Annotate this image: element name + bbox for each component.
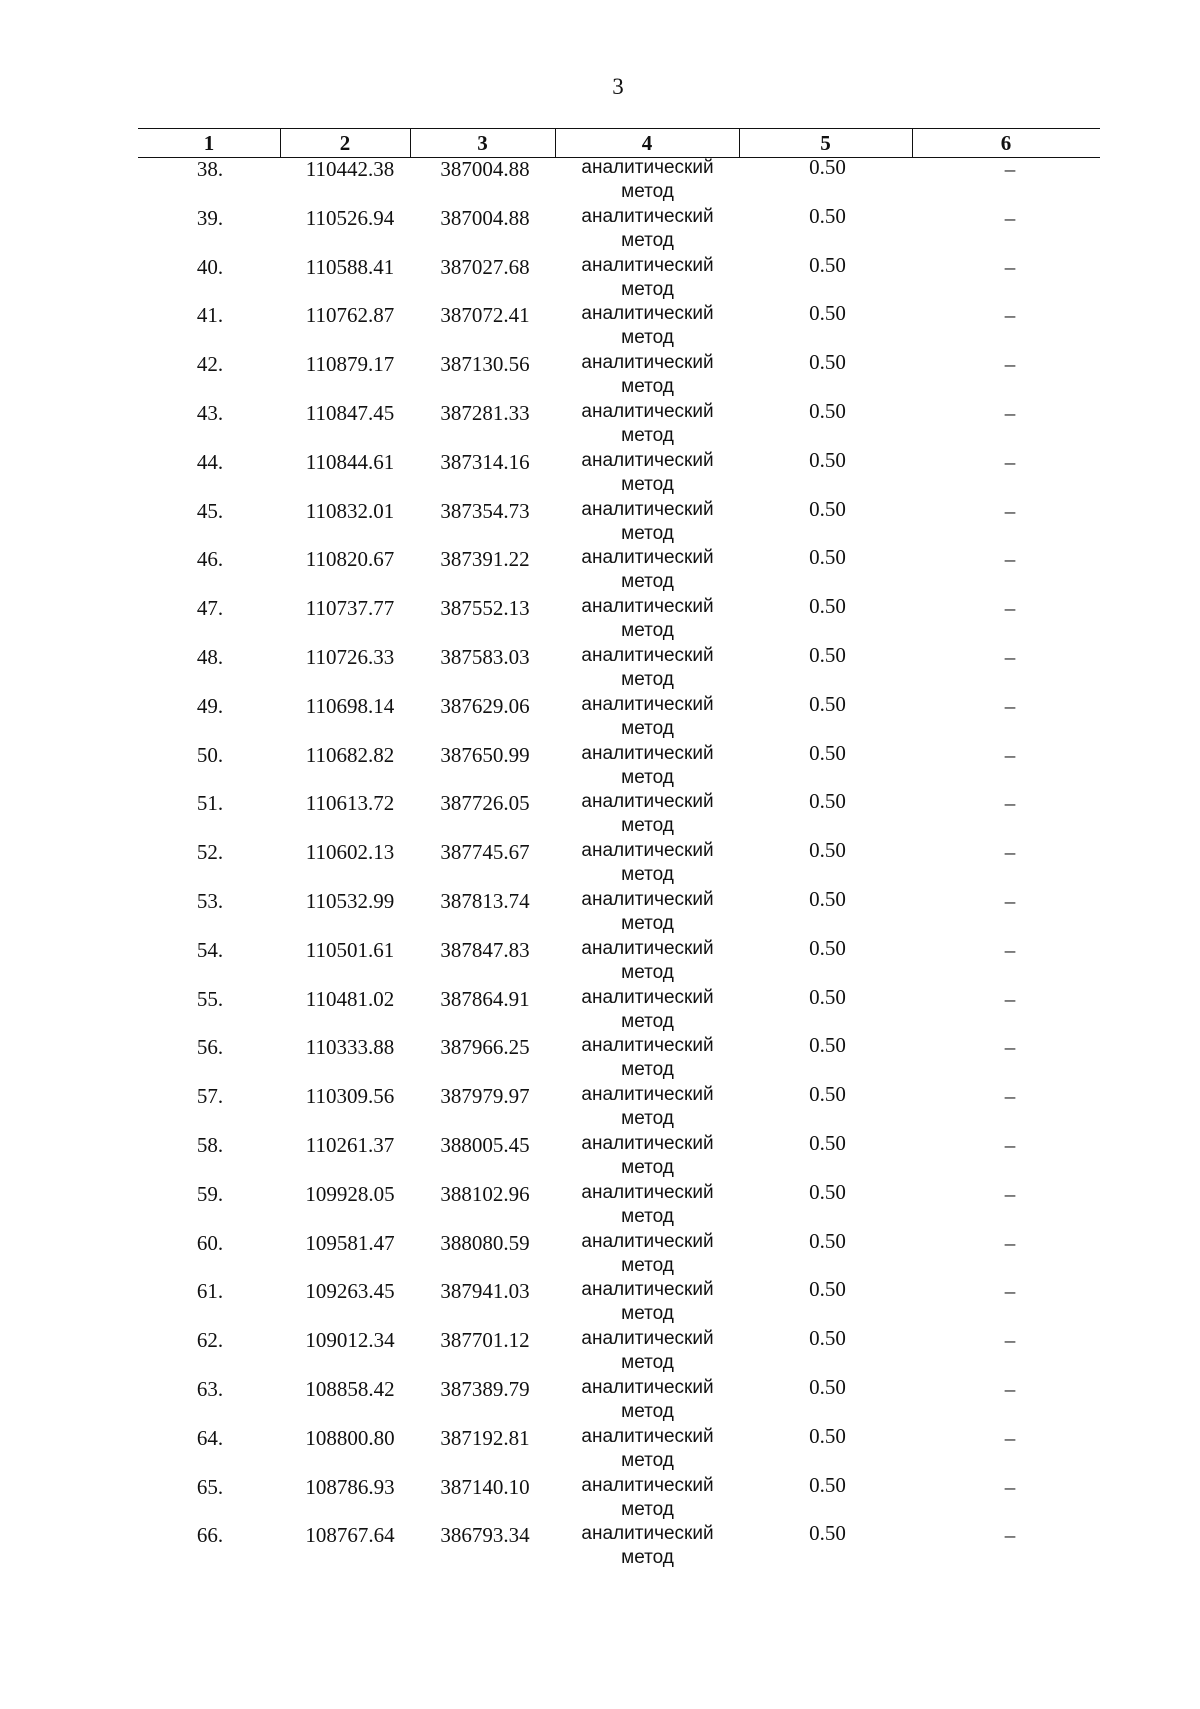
x-coordinate: 108786.93: [305, 1474, 395, 1499]
method-cell: [560, 302, 735, 350]
accuracy-value: 0.50: [809, 1521, 846, 1546]
row-number: 51.: [196, 791, 224, 816]
method-line-2: метод: [621, 961, 674, 983]
accuracy-value: 0.50: [809, 1374, 846, 1399]
method-line-2: метод: [621, 1498, 674, 1520]
note-dash: –: [1004, 1376, 1016, 1401]
method-line-2: метод: [621, 1449, 674, 1471]
row-number: 46.: [196, 547, 224, 572]
row-number: 42.: [196, 352, 224, 377]
y-coordinate: 387745.67: [440, 840, 530, 865]
table-row: [0, 156, 1200, 205]
accuracy-value: 0.50: [809, 594, 846, 619]
method-line-1: аналитический: [581, 1181, 714, 1203]
note-dash: –: [1004, 1474, 1016, 1499]
method-line-1: аналитический: [581, 791, 714, 813]
x-coordinate: 110698.14: [305, 693, 395, 718]
accuracy-value: 0.50: [809, 545, 846, 570]
table-row: [0, 205, 1200, 254]
accuracy-value: 0.50: [809, 886, 846, 911]
method-cell: [560, 742, 735, 790]
method-cell: [560, 1230, 735, 1278]
method-line-1: аналитический: [581, 644, 714, 666]
table-row: [0, 546, 1200, 595]
method-line-1: аналитический: [581, 449, 714, 471]
method-line-2: метод: [621, 912, 674, 934]
y-coordinate: 387966.25: [440, 1035, 530, 1060]
row-number: 53.: [196, 888, 224, 913]
method-line-2: метод: [621, 1547, 674, 1569]
y-coordinate: 387583.03: [440, 644, 530, 669]
header-cell-4: 4: [641, 131, 653, 155]
accuracy-value: 0.50: [809, 1326, 846, 1351]
method-line-1: аналитический: [581, 937, 714, 959]
note-dash: –: [1004, 1230, 1016, 1255]
method-line-1: аналитический: [581, 742, 714, 764]
note-dash: –: [1004, 1279, 1016, 1304]
x-coordinate: 110737.77: [305, 596, 395, 621]
note-dash: –: [1004, 1132, 1016, 1157]
row-number: 56.: [196, 1035, 224, 1060]
row-number: 41.: [196, 303, 224, 328]
y-coordinate: 388080.59: [440, 1230, 530, 1255]
table-row: [0, 1425, 1200, 1474]
table-row: [0, 1181, 1200, 1230]
method-cell: [560, 888, 735, 936]
y-coordinate: 387391.22: [440, 547, 530, 572]
accuracy-value: 0.50: [809, 1472, 846, 1497]
table-row: [0, 400, 1200, 449]
method-line-2: метод: [621, 376, 674, 398]
method-line-2: метод: [621, 522, 674, 544]
y-coordinate: 387281.33: [440, 400, 530, 425]
method-line-2: метод: [621, 1010, 674, 1032]
method-line-1: аналитический: [581, 1279, 714, 1301]
table-row: [0, 1132, 1200, 1181]
note-dash: –: [1004, 352, 1016, 377]
note-dash: –: [1004, 644, 1016, 669]
accuracy-value: 0.50: [809, 1277, 846, 1302]
x-coordinate: 110844.61: [305, 449, 395, 474]
note-dash: –: [1004, 1523, 1016, 1548]
accuracy-value: 0.50: [809, 301, 846, 326]
x-coordinate: 110847.45: [305, 400, 395, 425]
x-coordinate: 110526.94: [305, 205, 395, 230]
row-number: 45.: [196, 498, 224, 523]
x-coordinate: 110532.99: [305, 888, 395, 913]
method-line-2: метод: [621, 1400, 674, 1422]
row-number: 52.: [196, 840, 224, 865]
row-number: 64.: [196, 1425, 224, 1450]
y-coordinate: 387140.10: [440, 1474, 530, 1499]
header-cell-5: 5: [820, 131, 831, 155]
note-dash: –: [1004, 400, 1016, 425]
method-line-1: аналитический: [581, 1084, 714, 1106]
method-line-1: аналитический: [581, 986, 714, 1008]
method-line-2: метод: [621, 571, 674, 593]
row-number: 66.: [196, 1523, 224, 1548]
table-row: [0, 644, 1200, 693]
method-line-1: аналитический: [581, 888, 714, 910]
row-number: 54.: [196, 937, 224, 962]
method-line-2: метод: [621, 473, 674, 495]
method-cell: [560, 1327, 735, 1375]
table-row: [0, 1376, 1200, 1425]
table-row: [0, 351, 1200, 400]
method-cell: [560, 1376, 735, 1424]
row-number: 55.: [196, 986, 224, 1011]
method-cell: [560, 1083, 735, 1131]
x-coordinate: 109928.05: [305, 1181, 395, 1206]
note-dash: –: [1004, 986, 1016, 1011]
method-cell: [560, 498, 735, 546]
y-coordinate: 387941.03: [440, 1279, 530, 1304]
row-number: 39.: [196, 205, 224, 230]
accuracy-value: 0.50: [809, 1082, 846, 1107]
note-dash: –: [1004, 157, 1016, 181]
x-coordinate: 109012.34: [305, 1328, 395, 1353]
row-number: 44.: [196, 449, 224, 474]
row-number: 59.: [196, 1181, 224, 1206]
method-cell: [560, 546, 735, 594]
y-coordinate: 387314.16: [440, 449, 530, 474]
accuracy-value: 0.50: [809, 496, 846, 521]
table-body: [0, 156, 1200, 1571]
x-coordinate: 109263.45: [305, 1279, 395, 1304]
note-dash: –: [1004, 840, 1016, 865]
note-dash: –: [1004, 596, 1016, 621]
method-line-2: метод: [621, 668, 674, 690]
table-row: [0, 1230, 1200, 1279]
accuracy-value: 0.50: [809, 1130, 846, 1155]
note-dash: –: [1004, 205, 1016, 230]
table-row: [0, 449, 1200, 498]
y-coordinate: 387354.73: [440, 498, 530, 523]
table-row: [0, 1083, 1200, 1132]
y-coordinate: 387130.56: [440, 352, 530, 377]
note-dash: –: [1004, 1425, 1016, 1450]
accuracy-value: 0.50: [809, 838, 846, 863]
accuracy-value: 0.50: [809, 1179, 846, 1204]
method-cell: [560, 351, 735, 399]
table-row: [0, 302, 1200, 351]
x-coordinate: 110442.38: [305, 157, 395, 181]
method-line-2: метод: [621, 181, 674, 202]
x-coordinate: 110333.88: [305, 1035, 395, 1060]
note-dash: –: [1004, 498, 1016, 523]
row-number: 63.: [196, 1376, 224, 1401]
y-coordinate: 387650.99: [440, 742, 530, 767]
method-line-1: аналитический: [581, 205, 714, 227]
y-coordinate: 387979.97: [440, 1084, 530, 1109]
method-line-1: аналитический: [581, 1425, 714, 1447]
table-row: [0, 1474, 1200, 1523]
method-cell: [560, 400, 735, 448]
method-cell: [560, 156, 735, 204]
row-number: 61.: [196, 1279, 224, 1304]
table-row: [0, 1034, 1200, 1083]
accuracy-value: 0.50: [809, 740, 846, 765]
x-coordinate: 110613.72: [305, 791, 395, 816]
method-cell: [560, 1278, 735, 1326]
note-dash: –: [1004, 547, 1016, 572]
y-coordinate: 387864.91: [440, 986, 530, 1011]
table-row: [0, 1278, 1200, 1327]
accuracy-value: 0.50: [809, 447, 846, 472]
table-row: [0, 693, 1200, 742]
row-number: 50.: [196, 742, 224, 767]
row-number: 65.: [196, 1474, 224, 1499]
accuracy-value: 0.50: [809, 1423, 846, 1448]
note-dash: –: [1004, 742, 1016, 767]
table-row: [0, 986, 1200, 1035]
accuracy-value: 0.50: [809, 691, 846, 716]
method-line-2: метод: [621, 766, 674, 788]
method-line-2: метод: [621, 1156, 674, 1178]
method-cell: [560, 937, 735, 985]
table-header: [138, 128, 1100, 158]
y-coordinate: 388005.45: [440, 1132, 530, 1157]
accuracy-value: 0.50: [809, 155, 846, 179]
row-number: 47.: [196, 596, 224, 621]
method-line-1: аналитический: [581, 1328, 714, 1350]
x-coordinate: 110832.01: [305, 498, 395, 523]
note-dash: –: [1004, 888, 1016, 913]
table-row: [0, 790, 1200, 839]
method-line-2: метод: [621, 1254, 674, 1276]
accuracy-value: 0.50: [809, 935, 846, 960]
method-cell: [560, 1425, 735, 1473]
table-row: [0, 839, 1200, 888]
y-coordinate: 387004.88: [440, 157, 530, 181]
x-coordinate: 108800.80: [305, 1425, 395, 1450]
method-line-2: метод: [621, 278, 674, 300]
method-line-2: метод: [621, 1108, 674, 1130]
accuracy-value: 0.50: [809, 398, 846, 423]
method-line-2: метод: [621, 1205, 674, 1227]
table-row: [0, 498, 1200, 547]
x-coordinate: 108767.64: [305, 1523, 395, 1548]
method-line-2: метод: [621, 717, 674, 739]
y-coordinate: 387847.83: [440, 937, 530, 962]
row-number: 43.: [196, 400, 224, 425]
header-cell-6: 6: [1000, 131, 1012, 155]
method-line-1: аналитический: [581, 498, 714, 520]
row-number: 38.: [196, 157, 224, 181]
method-cell: [560, 205, 735, 253]
y-coordinate: 387629.06: [440, 693, 530, 718]
table-row: [0, 595, 1200, 644]
method-line-1: аналитический: [581, 1474, 714, 1496]
page-number: 3: [612, 74, 624, 99]
accuracy-value: 0.50: [809, 1033, 846, 1058]
method-cell: [560, 595, 735, 643]
y-coordinate: 387192.81: [440, 1425, 530, 1450]
note-dash: –: [1004, 791, 1016, 816]
x-coordinate: 110682.82: [305, 742, 395, 767]
method-cell: [560, 449, 735, 497]
method-cell: [560, 693, 735, 741]
note-dash: –: [1004, 449, 1016, 474]
table-row: [0, 254, 1200, 303]
row-number: 58.: [196, 1132, 224, 1157]
x-coordinate: 110588.41: [305, 254, 395, 279]
x-coordinate: 109581.47: [305, 1230, 395, 1255]
header-cell-1: 1: [203, 131, 215, 155]
row-number: 60.: [196, 1230, 224, 1255]
row-number: 48.: [196, 644, 224, 669]
x-coordinate: 110762.87: [305, 303, 395, 328]
accuracy-value: 0.50: [809, 350, 846, 375]
table-row: [0, 937, 1200, 986]
y-coordinate: 386793.34: [440, 1523, 530, 1548]
method-line-1: аналитический: [581, 1035, 714, 1057]
method-line-1: аналитический: [581, 303, 714, 325]
table-row: [0, 1522, 1200, 1571]
row-number: 62.: [196, 1328, 224, 1353]
method-line-1: аналитический: [581, 352, 714, 374]
x-coordinate: 110309.56: [305, 1084, 395, 1109]
method-cell: [560, 1474, 735, 1522]
y-coordinate: 387027.68: [440, 254, 530, 279]
header-cell-3: 3: [477, 131, 488, 155]
method-cell: [560, 1034, 735, 1082]
y-coordinate: 387552.13: [440, 596, 530, 621]
note-dash: –: [1004, 303, 1016, 328]
x-coordinate: 110261.37: [305, 1132, 395, 1157]
method-cell: [560, 986, 735, 1034]
accuracy-value: 0.50: [809, 252, 846, 277]
method-cell: [560, 644, 735, 692]
row-number: 40.: [196, 254, 224, 279]
method-line-1: аналитический: [581, 254, 714, 276]
method-line-1: аналитический: [581, 1376, 714, 1398]
y-coordinate: 388102.96: [440, 1181, 530, 1206]
row-number: 49.: [196, 693, 224, 718]
table-row: [0, 742, 1200, 791]
method-line-1: аналитический: [581, 157, 714, 178]
method-line-2: метод: [621, 229, 674, 251]
method-line-2: метод: [621, 424, 674, 446]
note-dash: –: [1004, 1181, 1016, 1206]
method-cell: [560, 790, 735, 838]
method-line-1: аналитический: [581, 400, 714, 422]
method-line-1: аналитический: [581, 547, 714, 569]
header-cell-2: 2: [339, 131, 351, 155]
method-line-2: метод: [621, 1059, 674, 1081]
method-cell: [560, 839, 735, 887]
table-row: [0, 888, 1200, 937]
x-coordinate: 110481.02: [305, 986, 395, 1011]
x-coordinate: 110602.13: [305, 840, 395, 865]
method-line-2: метод: [621, 864, 674, 886]
x-coordinate: 110879.17: [305, 352, 395, 377]
method-cell: [560, 254, 735, 302]
accuracy-value: 0.50: [809, 984, 846, 1009]
method-line-2: метод: [621, 815, 674, 837]
x-coordinate: 110501.61: [305, 937, 395, 962]
method-line-2: метод: [621, 1303, 674, 1325]
accuracy-value: 0.50: [809, 642, 846, 667]
note-dash: –: [1004, 1035, 1016, 1060]
y-coordinate: 387726.05: [440, 791, 530, 816]
accuracy-value: 0.50: [809, 203, 846, 228]
table-row: [0, 1327, 1200, 1376]
row-number: 57.: [196, 1084, 224, 1109]
note-dash: –: [1004, 1328, 1016, 1353]
method-line-1: аналитический: [581, 1132, 714, 1154]
method-cell: [560, 1132, 735, 1180]
x-coordinate: 110726.33: [305, 644, 395, 669]
note-dash: –: [1004, 693, 1016, 718]
method-cell: [560, 1181, 735, 1229]
y-coordinate: 387072.41: [440, 303, 530, 328]
x-coordinate: 108858.42: [305, 1376, 395, 1401]
accuracy-value: 0.50: [809, 1228, 846, 1253]
accuracy-value: 0.50: [809, 789, 846, 814]
method-line-1: аналитический: [581, 693, 714, 715]
method-line-2: метод: [621, 327, 674, 349]
x-coordinate: 110820.67: [305, 547, 395, 572]
note-dash: –: [1004, 254, 1016, 279]
note-dash: –: [1004, 937, 1016, 962]
y-coordinate: 387813.74: [440, 888, 530, 913]
method-line-2: метод: [621, 1352, 674, 1374]
y-coordinate: 387389.79: [440, 1376, 530, 1401]
method-line-1: аналитический: [581, 840, 714, 862]
method-line-1: аналитический: [581, 1523, 714, 1545]
y-coordinate: 387701.12: [440, 1328, 530, 1353]
method-line-1: аналитический: [581, 1230, 714, 1252]
y-coordinate: 387004.88: [440, 205, 530, 230]
method-line-1: аналитический: [581, 596, 714, 618]
method-line-2: метод: [621, 620, 674, 642]
note-dash: –: [1004, 1084, 1016, 1109]
method-cell: [560, 1522, 735, 1570]
